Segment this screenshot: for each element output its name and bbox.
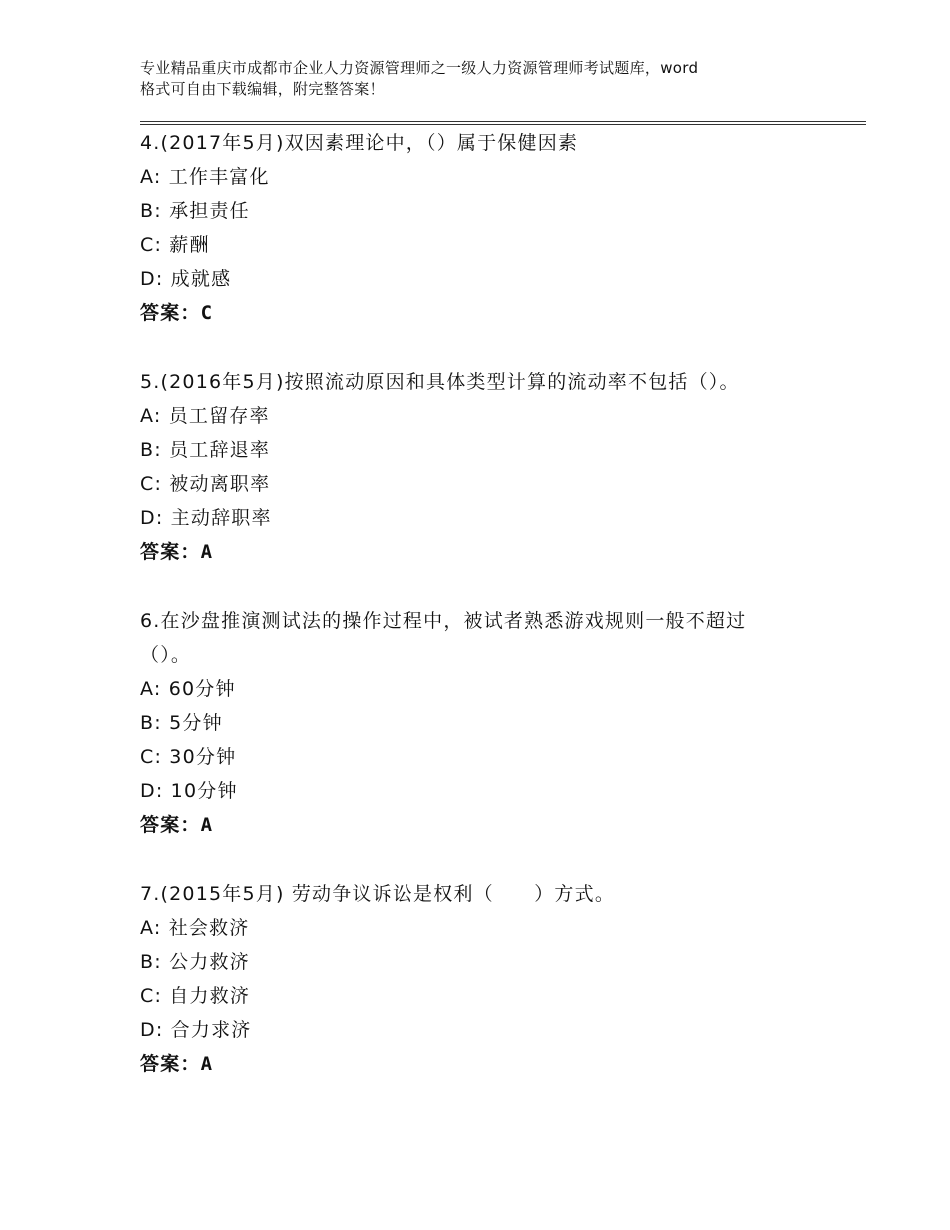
answer-label: 答案：	[140, 814, 201, 836]
option-b: B: 5分钟	[140, 712, 223, 734]
answer-label: 答案：	[140, 1053, 201, 1075]
header-line-2: 格式可自由下载编辑，附完整答案！	[140, 80, 385, 98]
question-title: 7.(2015年5月) 劳动争议诉讼是权利（ ）方式。	[140, 883, 616, 905]
header-line-1: 专业精品重庆市成都市企业人力资源管理师之一级人力资源管理师考试题库，word	[140, 59, 699, 77]
answer-line	[140, 1047, 840, 1081]
option-a: A: 工作丰富化	[140, 166, 270, 188]
document-header	[140, 58, 840, 100]
question-title: 4.(2017年5月)双因素理论中，（）属于保健因素	[140, 132, 579, 154]
answer-value: A	[200, 814, 214, 836]
answer-value: A	[200, 541, 214, 563]
question-title-continued: （）。	[140, 644, 192, 666]
question-block	[140, 877, 840, 1081]
option-d: D: 成就感	[140, 268, 232, 290]
option-c: C: 薪酬	[140, 234, 210, 256]
question-block	[140, 365, 840, 569]
answer-label: 答案：	[140, 302, 201, 324]
answer-value: A	[200, 1053, 214, 1075]
option-b: B: 公力救济	[140, 951, 250, 973]
question-title: 5.(2016年5月)按照流动原因和具体类型计算的流动率不包括（）。	[140, 371, 740, 393]
option-a: A: 社会救济	[140, 917, 250, 939]
answer-line	[140, 808, 840, 842]
question-title: 6.在沙盘推演测试法的操作过程中，被试者熟悉游戏规则一般不超过	[140, 610, 747, 632]
option-c: C: 30分钟	[140, 746, 237, 768]
answer-label: 答案：	[140, 541, 201, 563]
option-c: C: 自力救济	[140, 985, 251, 1007]
answer-line	[140, 296, 840, 330]
option-b: B: 员工辞退率	[140, 439, 271, 461]
answer-line	[140, 535, 840, 569]
question-block	[140, 604, 840, 842]
option-d: D: 主动辞职率	[140, 507, 272, 529]
header-divider-bottom	[140, 124, 866, 125]
option-c: C: 被动离职率	[140, 473, 271, 495]
option-b: B: 承担责任	[140, 200, 250, 222]
answer-value: C	[200, 302, 214, 324]
option-d: D: 合力求济	[140, 1019, 252, 1041]
option-a: A: 员工留存率	[140, 405, 270, 427]
option-a: A: 60分钟	[140, 678, 236, 700]
option-d: D: 10分钟	[140, 780, 238, 802]
question-block	[140, 126, 840, 330]
header-divider-top	[140, 121, 866, 122]
